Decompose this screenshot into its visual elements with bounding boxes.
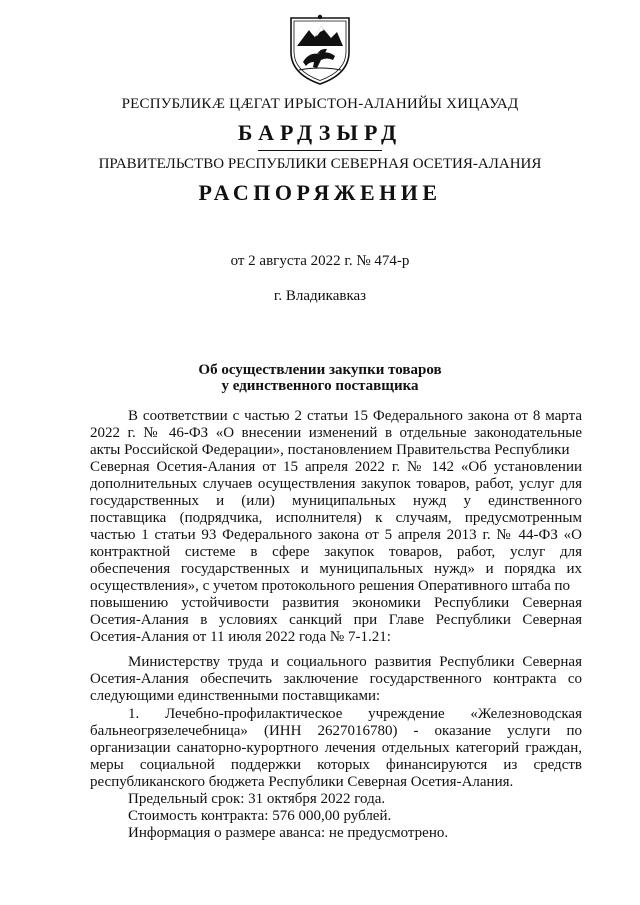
republic-header-ossetian: РЕСПУБЛИКӔ ЦӔГАТ ИРЫСТОН-АЛАНИЙЫ ХИЦАУАД bbox=[121, 96, 519, 112]
body-line: контрактной системе в сфере закупок товаров, работ, услуг для bbox=[90, 544, 582, 560]
body-line: Предельный срок: 31 октября 2022 года. bbox=[128, 791, 386, 807]
coat-of-arms-emblem bbox=[287, 12, 353, 86]
body-line: Министерству труда и социального развития Республики Северная bbox=[128, 654, 582, 670]
bardzyrd-title: БАРДЗЫРД bbox=[237, 120, 403, 145]
body-line: Осетия-Алания обеспечить заключение государственного контракта со bbox=[90, 671, 582, 687]
body-line: государственных и (или) муниципальных нужд у единственного bbox=[90, 493, 582, 509]
body-line: В соответствии с частью 2 статьи 15 Федерального закона от 8 марта bbox=[128, 408, 582, 424]
order-subject-line-1: Об осуществлении закупки товаров bbox=[198, 362, 442, 378]
order-subject-line-2: у единственного поставщика bbox=[221, 378, 419, 394]
body-line: частью 1 статьи 93 Федерального закона от 5 апреля 2013 г. № 44-ФЗ «О bbox=[90, 527, 582, 543]
body-line: Стоимость контракта: 576 000,00 рублей. bbox=[128, 808, 392, 824]
body-line: республиканского бюджета Республики Северная Осетия-Алания. bbox=[90, 774, 514, 790]
order-title: РАСПОРЯЖЕНИЕ bbox=[198, 180, 442, 205]
header-divider bbox=[258, 150, 382, 151]
date-number: от 2 августа 2022 г. № 474-р bbox=[230, 253, 410, 269]
body-line: обеспечения государственных и муниципальных нужд» и порядка их bbox=[90, 561, 582, 577]
body-line: повышению устойчивости развития экономики Республики Северная bbox=[90, 595, 582, 611]
body-line: 1. Лечебно-профилактическое учреждение «Железноводская bbox=[128, 706, 582, 722]
body-line: следующими единственными поставщиками: bbox=[90, 688, 381, 704]
government-header: ПРАВИТЕЛЬСТВО РЕСПУБЛИКИ СЕВЕРНАЯ ОСЕТИЯ-АЛАНИЯ bbox=[98, 156, 542, 172]
body-line: поставщика (подрядчика, исполнителя) к случаям, предусмотренным bbox=[90, 510, 582, 526]
body-line: организации санаторно-курортного лечения отдельных категорий граждан, bbox=[90, 740, 582, 756]
body-line: меры социальной поддержки которых финансируются из средств bbox=[90, 757, 582, 773]
body-line: 2022 г. № 46-ФЗ «О внесении изменений в отдельные законодательные bbox=[90, 425, 582, 441]
body-line: Северная Осетия-Алания от 15 апреля 2022 г. № 142 «Об установлении bbox=[90, 459, 582, 475]
body-line: Осетия-Алания от 11 июля 2022 года № 7-1.21: bbox=[90, 629, 391, 645]
body-line: дополнительных случаев осуществления закупок товаров, работ, услуг для bbox=[90, 476, 582, 492]
body-line: осуществления», с учетом протокольного решения Оперативного штаба по bbox=[90, 578, 571, 594]
city: г. Владикавказ bbox=[273, 288, 367, 304]
body-line: бальнеогрязелечебница» (ИНН 2627016780) - оказание услуги по bbox=[90, 723, 582, 739]
body-line: Информация о размере аванса: не предусмотрено. bbox=[128, 825, 449, 841]
body-line: Осетия-Алания в условиях санкций при Главе Республики Северная bbox=[90, 612, 582, 628]
body-line: акты Российской Федерации», постановлением Правительства Республики bbox=[90, 442, 570, 458]
